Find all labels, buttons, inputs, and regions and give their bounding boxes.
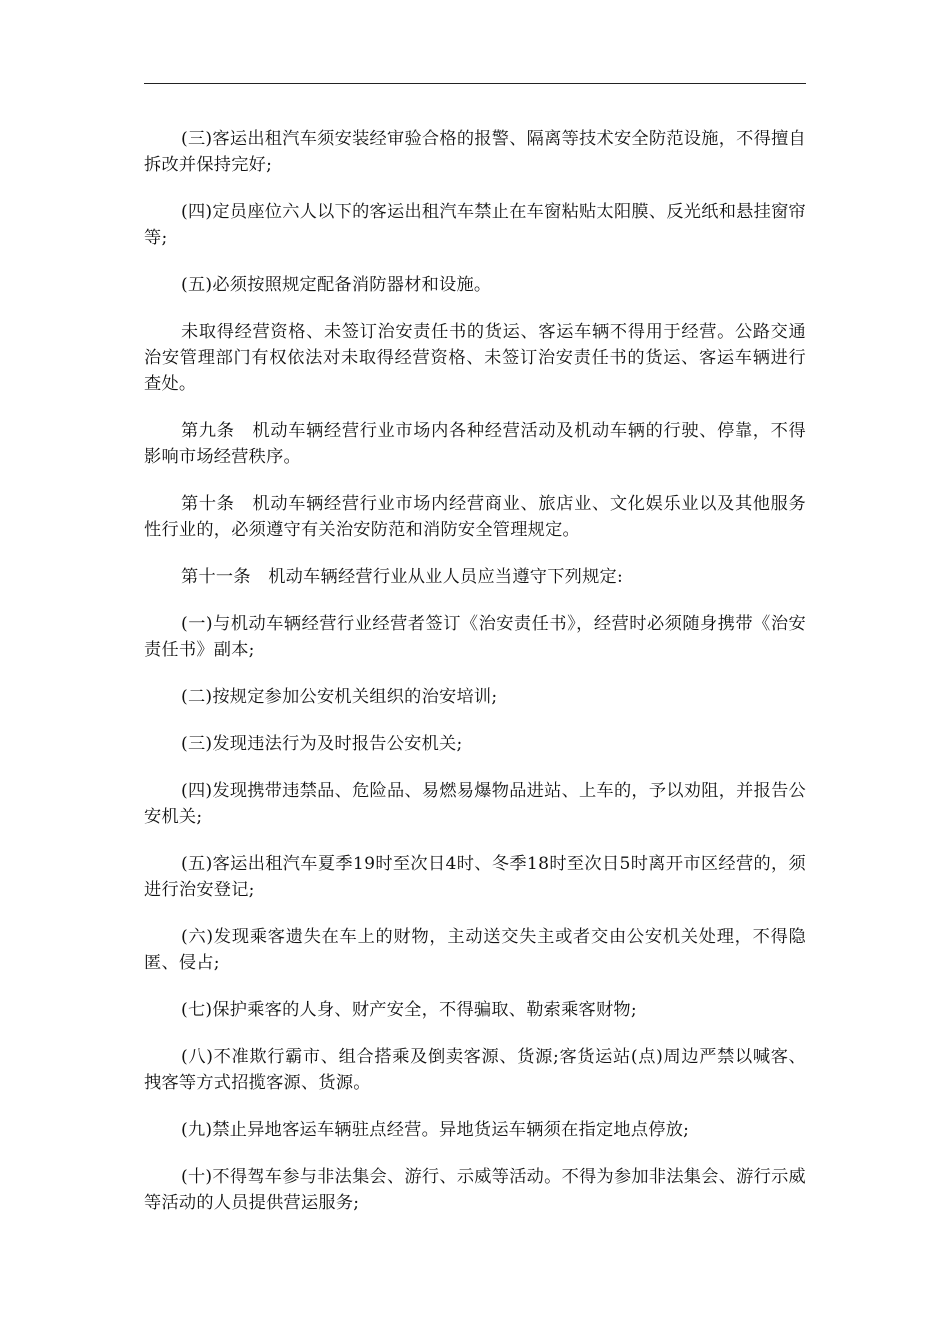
article-11-item-9: (九)禁止异地客运车辆驻点经营。异地货运车辆须在指定地点停放; xyxy=(181,1120,690,1140)
article-11: 第十一条 机动车辆经营行业从业人员应当遵守下列规定: xyxy=(181,567,623,587)
paragraph-san: (三)客运出租汽车须安装经审验合格的报警、隔离等技术安全防范设施，不得擅自拆改并保持完好; xyxy=(144,129,806,175)
header-rule xyxy=(144,83,806,84)
article-10: 第十条 机动车辆经营行业市场内经营商业、旅店业、文化娱乐业以及其他服务性行业的，必须遵守有关治安防范和消防安全管理规定。 xyxy=(144,494,806,540)
article-11-item-7: (七)保护乘客的人身、财产安全，不得骗取、勒索乘客财物; xyxy=(181,1000,637,1020)
article-11-item-5: (五)客运出租汽车夏季19时至次日4时、冬季18时至次日5时离开市区经营的，须进行治安登记; xyxy=(144,854,806,900)
article-11-item-2: (二)按规定参加公安机关组织的治安培训; xyxy=(181,687,498,707)
paragraph-unlicensed-vehicles: 未取得经营资格、未签订治安责任书的货运、客运车辆不得用于经营。公路交通治安管理部门有权依法对未取得经营资格、未签订治安责任书的货运、客运车辆进行查处。 xyxy=(144,322,806,394)
article-11-item-4: (四)发现携带违禁品、危险品、易燃易爆物品进站、上车的，予以劝阻，并报告公安机关; xyxy=(144,781,806,827)
article-11-item-10: (十)不得驾车参与非法集会、游行、示威等活动。不得为参加非法集会、游行示威等活动的人员提供营运服务; xyxy=(144,1167,806,1213)
article-11-item-1: (一)与机动车辆经营行业经营者签订《治安责任书》，经营时必须随身携带《治安责任书》副本; xyxy=(144,614,806,660)
article-9: 第九条 机动车辆经营行业市场内各种经营活动及机动车辆的行驶、停靠，不得影响市场经营秩序。 xyxy=(144,421,806,467)
article-11-item-6: (六)发现乘客遗失在车上的财物，主动送交失主或者交由公安机关处理，不得隐匿、侵占; xyxy=(144,927,806,973)
paragraph-si: (四)定员座位六人以下的客运出租汽车禁止在车窗粘贴太阳膜、反光纸和悬挂窗帘等; xyxy=(144,202,806,248)
document-body xyxy=(144,126,806,1237)
article-11-item-8: (八)不准欺行霸市、组合搭乘及倒卖客源、货源;客货运站(点)周边严禁以喊客、拽客等方式招揽客源、货源。 xyxy=(144,1047,806,1093)
article-11-item-3: (三)发现违法行为及时报告公安机关; xyxy=(181,734,463,754)
paragraph-wu: (五)必须按照规定配备消防器材和设施。 xyxy=(181,275,492,295)
